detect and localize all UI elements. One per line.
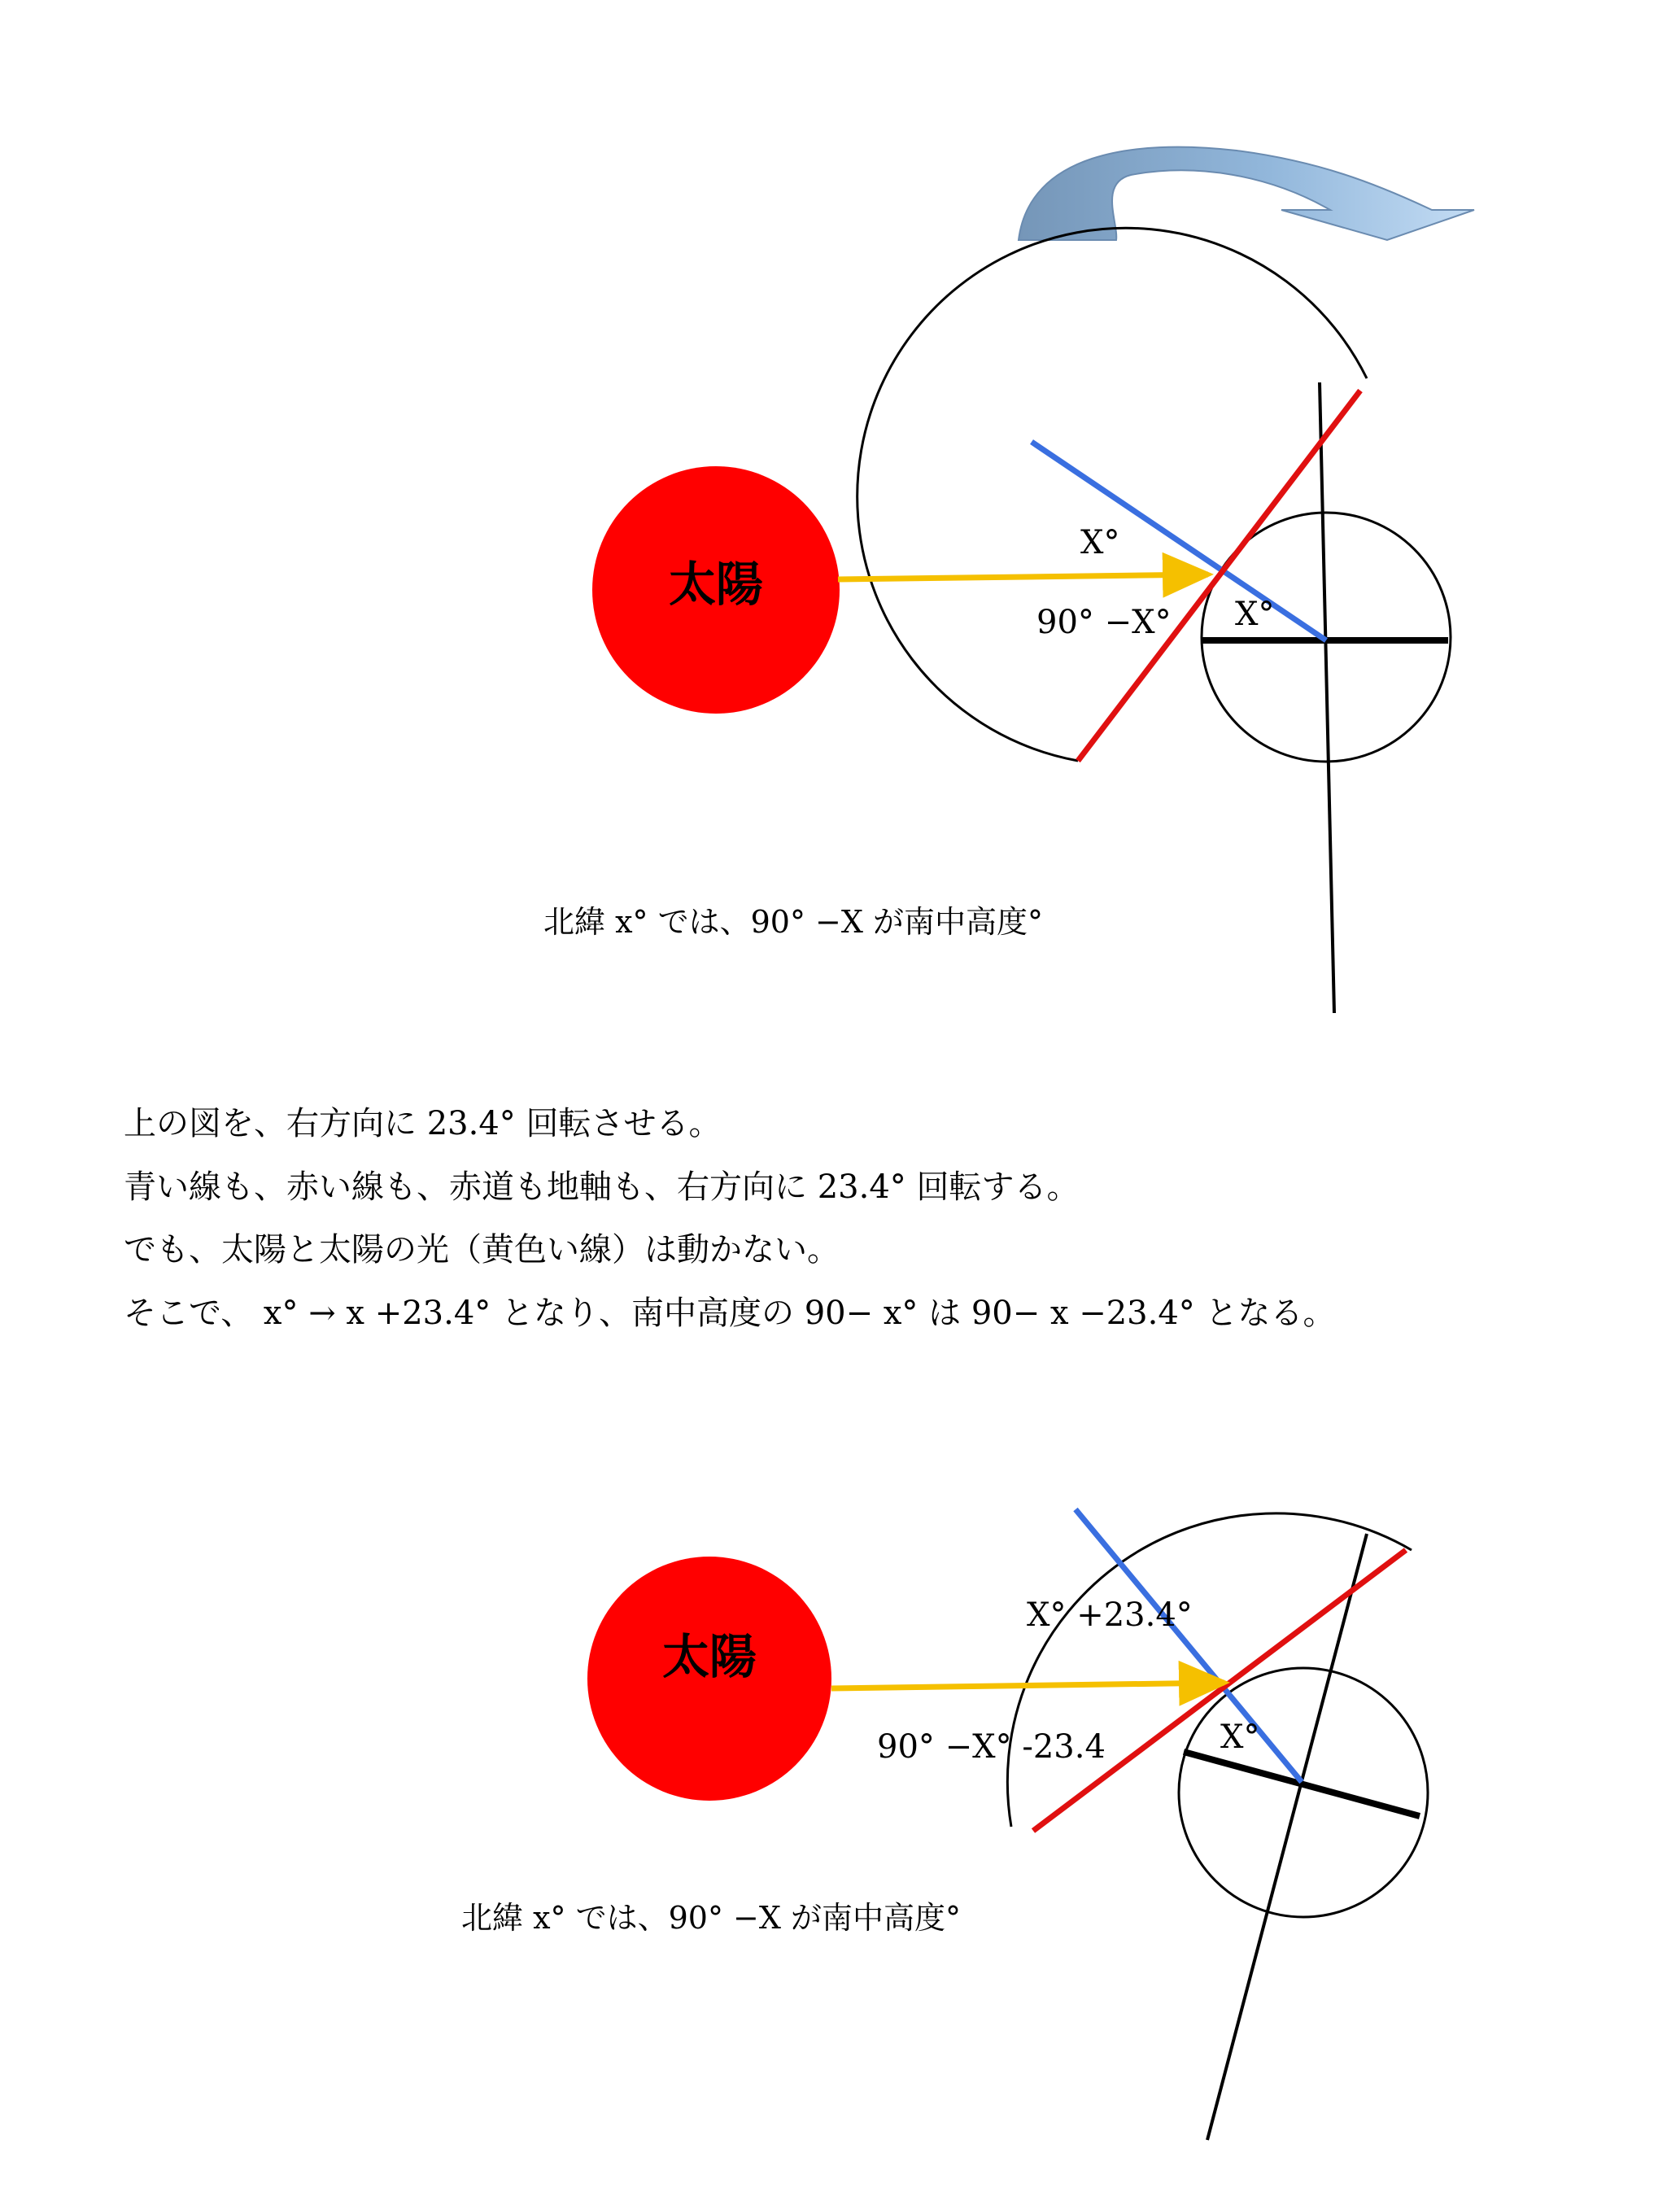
sunlight-ray-1: [838, 574, 1208, 579]
angle-label-complement-1: 90° −X°: [1036, 604, 1172, 641]
caption-2: 北緯 x° では、90° −X が南中高度°: [461, 1900, 961, 1936]
earth-circle-2: [1179, 1668, 1428, 1917]
angle-label-x-center-1: X°: [1235, 596, 1275, 633]
diagram-1: [543, 228, 1451, 1013]
explanation-line-3: でも、太陽と太陽の光（黄色い線）は動かない。: [124, 1231, 840, 1269]
explanation-line-1: 上の図を、右方向に 23.4° 回転させる。: [124, 1105, 722, 1142]
rotation-arrow-icon: [1019, 147, 1474, 240]
sunlight-ray-2: [831, 1683, 1224, 1688]
angle-label-x-1: X°: [1080, 524, 1120, 561]
angle-label-x-center-2: X°: [1220, 1718, 1260, 1756]
angle-label-complement-2: 90° −X° -23.4: [877, 1728, 1106, 1766]
caption-1: 北緯 x° では、90° −X が南中高度°: [543, 904, 1043, 940]
earth-axis-1: [1320, 382, 1334, 1013]
sun-label-2: 太陽: [661, 1629, 757, 1685]
explanation-line-4: そこで、 x° → x +23.4° となり、南中高度の 90− x° は 90− x −23.4° となる。: [124, 1295, 1336, 1332]
angle-label-x-2: X° +23.4°: [1027, 1596, 1193, 1634]
blue-line-2: [1076, 1509, 1302, 1782]
diagram-2: [461, 1509, 1428, 2140]
equator-2: [1184, 1752, 1420, 1816]
red-line-2: [1033, 1550, 1406, 1831]
earth-axis-2: [1207, 1534, 1367, 2140]
explanation-line-2: 青い線も、赤い線も、赤道も地軸も、右方向に 23.4° 回転する。: [124, 1168, 1080, 1206]
sun-label-1: 太陽: [668, 557, 764, 613]
